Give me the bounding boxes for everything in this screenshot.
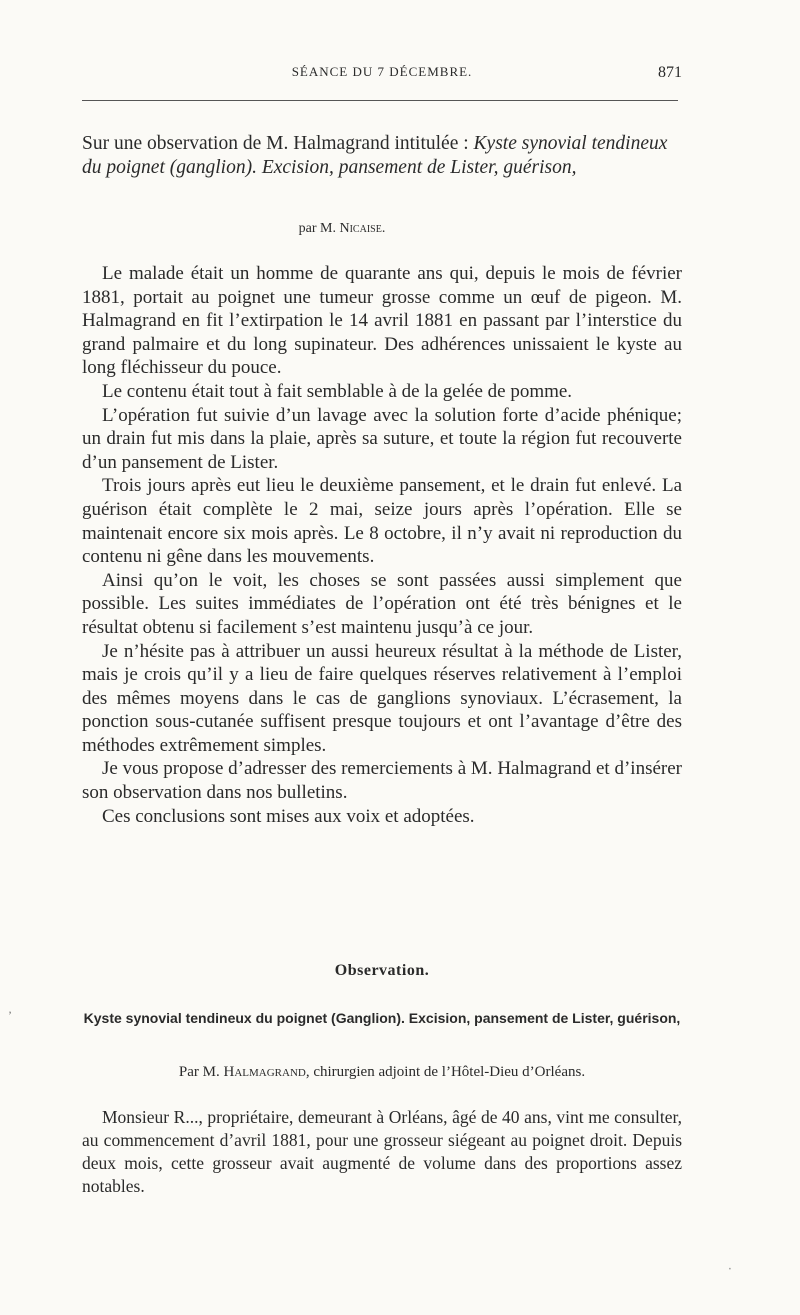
body-paragraph-8: Ces conclusions sont mises aux voix et adoptées. [102,805,475,827]
body-paragraph-7: Je vous propose d’adresser des remerciements à M. Halmagrand et d’insérer son observation dans nos bulletins. [82,758,682,804]
article-title [82,132,682,180]
body-paragraph-5: Ainsi qu’on le voit, les choses se sont passées aussi simplement que possible. Les suites immédiates de l’opération ont été très bénignes et le résultat obtenu si facilement s’est maintenu jusqu’à ce jour. [82,569,682,638]
header-rule [82,100,678,101]
article-title-italic: Kyste synovial tendineux du poignet (ganglion). Excision, pansement de Lister, guérison, [82,133,668,178]
observation-paragraph: Monsieur R..., propriétaire, demeurant à Orléans, âgé de 40 ans, vint me consulter, au commencement d’avril 1881, pour une grosseur siégeant au poignet droit. Depuis deux mois, cette grosseur avait augmenté de volume dans des proportions assez notables. [82,1107,682,1196]
article-title-roman: Sur une observation de M. Halmagrand intitulée : [82,133,474,154]
running-title: SÉANCE DU 7 DÉCEMBRE. [291,64,473,79]
article-byline [82,221,602,237]
margin-mark-right: ‧ [728,1262,732,1276]
observation-byline-prefix: Par M. [178,1064,224,1080]
observation-byline [82,1064,682,1081]
observation-byline-author: Halmagrand [223,1064,306,1080]
body-paragraph-4: Trois jours après eut lieu le deuxième pansement, et le drain fut enlevé. La guérison était complète le 2 mai, seize jours après l’opération. Elle se maintenait encore six mois après. Le 8 octobre, il n’y avait ni reproduction du contenu ni gêne dans les mouvements. [82,475,682,568]
observation-byline-suffix: , chirurgien adjoint de l’Hôtel-Dieu d’Orléans. [305,1064,586,1080]
article-title-text [82,132,682,180]
body-paragraph-6: Je n’hésite pas à attribuer un aussi heureux résultat à la méthode de Lister, mais je crois qu’il y a lieu de faire quelques réserves relativement à l’emploi des mêmes moyens dans le cas de ganglions synoviaux. L’écrasement, la ponction sous-cutanée suffisent presque toujours et ont l’avantage d’être des méthodes extrêmement simples. [82,640,682,756]
observation-subtitle: Kyste synovial tendineux du poignet (Ganglion). Excision, pansement de Lister, guérison, [83,1010,681,1026]
article-byline-prefix: par M. [298,221,340,236]
article-body [82,262,682,828]
observation-body [82,1106,682,1198]
page-number: 871 [658,64,682,81]
observation-heading: Observation. [334,962,430,979]
body-paragraph-2: Le contenu était tout à fait semblable à de la gelée de pomme. [102,380,573,402]
margin-mark-left: ’ [8,1008,12,1022]
article-byline-author: Nicaise. [339,221,386,236]
body-paragraph-3: L’opération fut suivie d’un lavage avec la solution forte d’acide phénique; un drain fut mis dans la plaie, après sa suture, et toute la région fut recouverte d’un pansement de Lister. [82,404,682,473]
running-head [82,64,682,88]
body-paragraph-1: Le malade était un homme de quarante ans qui, depuis le mois de février 1881, portait au poignet une tumeur grosse comme un œuf de pigeon. M. Halmagrand en fit l’extirpation le 14 avril 1881 en passant par l’interstice du grand palmaire et du long supinateur. Des adhérences unissaient le kyste au long fléchisseur du pouce. [82,263,682,379]
